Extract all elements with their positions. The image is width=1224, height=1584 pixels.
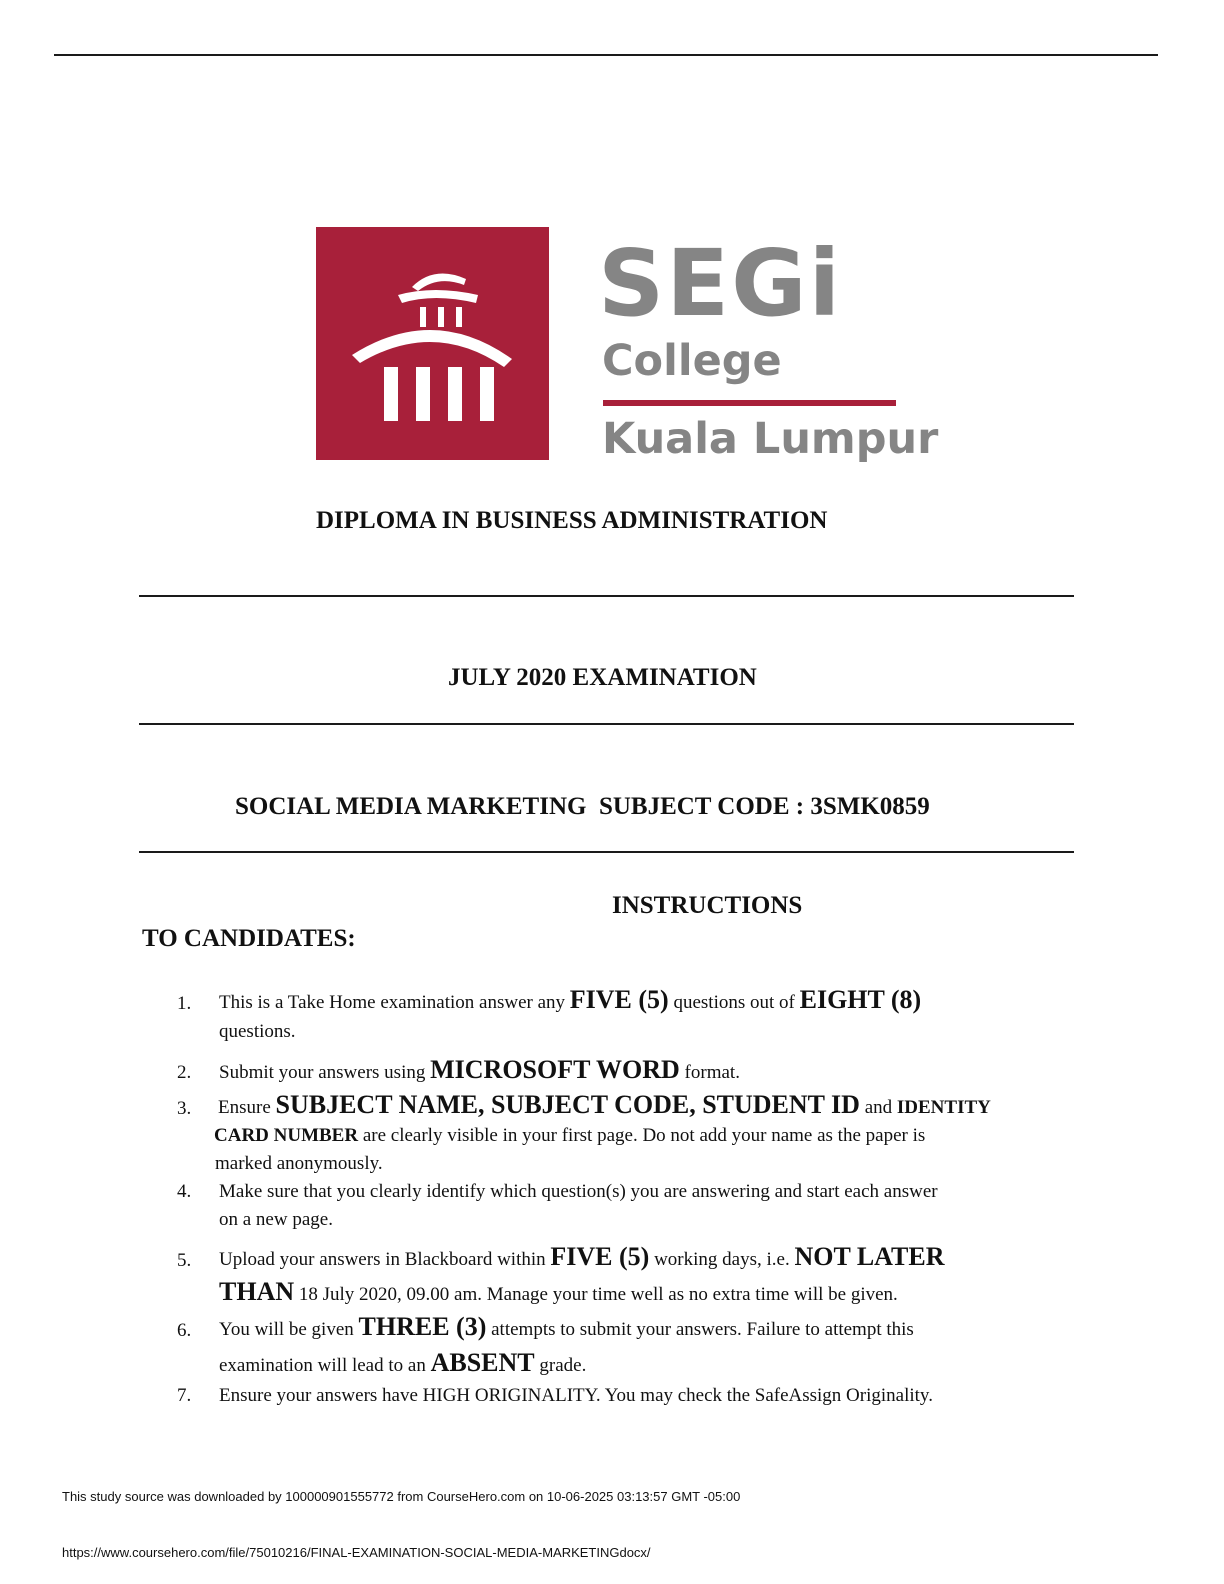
- item-text: 18 July 2020, 09.00 am. Manage your time well as no extra time will be given.: [294, 1284, 898, 1305]
- item-emphasis: FIVE (5): [569, 985, 669, 1014]
- item-text: and: [859, 1097, 897, 1118]
- source-url-link[interactable]: https://www.coursehero.com/file/75010216/FINAL-EXAMINATION-SOCIAL-MEDIA-MARKETINGdocx/: [62, 1545, 651, 1560]
- item-number: 4.: [177, 1181, 192, 1202]
- item-emphasis: FIVE (5): [550, 1242, 650, 1271]
- segi-logo-emblem: [316, 227, 549, 460]
- item-emphasis: CARD NUMBER: [214, 1125, 359, 1146]
- item-number: 3.: [177, 1098, 192, 1119]
- list-item: [219, 1314, 914, 1340]
- item-emphasis: THREE (3): [358, 1312, 487, 1341]
- logo-college-text: College: [602, 336, 782, 386]
- logo-city-text: Kuala Lumpur: [602, 414, 939, 464]
- item-emphasis: THAN: [219, 1277, 295, 1306]
- item-text: grade.: [534, 1355, 587, 1376]
- item-text: format.: [679, 1062, 740, 1083]
- candidates-heading: TO CANDIDATES:: [142, 925, 356, 952]
- item-text: attempts to submit your answers. Failure to attempt this: [486, 1319, 914, 1340]
- item-number: 5.: [177, 1250, 192, 1271]
- list-item: [219, 987, 921, 1013]
- item-text: are clearly visible in your first page. Do not add your name as the paper is: [358, 1125, 926, 1146]
- item-text: questions.: [219, 1021, 296, 1042]
- list-item: [219, 1244, 944, 1270]
- programme-title: DIPLOMA IN BUSINESS ADMINISTRATION: [316, 507, 828, 534]
- building-dome-icon: [316, 227, 549, 460]
- list-item: [218, 1092, 991, 1118]
- item-text: Submit your answers using: [219, 1062, 431, 1083]
- list-item-line: [219, 1350, 586, 1376]
- divider: [139, 723, 1074, 725]
- list-item-line: [219, 1279, 898, 1305]
- item-text: Ensure your answers have HIGH ORIGINALITY. You may check the SafeAssign Originality.: [219, 1385, 933, 1406]
- logo-divider: [603, 400, 896, 406]
- top-divider: [54, 54, 1158, 56]
- list-item-line: [214, 1126, 925, 1145]
- item-emphasis: EIGHT (8): [799, 985, 922, 1014]
- item-text: on a new page.: [219, 1209, 333, 1230]
- divider: [139, 595, 1074, 597]
- instructions-heading: INSTRUCTIONS: [612, 892, 803, 919]
- list-item: [219, 1057, 740, 1083]
- subject-line: [235, 794, 930, 819]
- divider: [139, 851, 1074, 853]
- exam-title: JULY 2020 EXAMINATION: [448, 664, 757, 691]
- item-emphasis: IDENTITY: [896, 1097, 991, 1118]
- item-emphasis: MICROSOFT WORD: [430, 1055, 680, 1084]
- item-text: This is a Take Home examination answer any: [219, 992, 570, 1013]
- item-text: marked anonymously.: [215, 1153, 383, 1174]
- item-text: examination will lead to an: [219, 1355, 431, 1376]
- item-number: 7.: [177, 1385, 192, 1406]
- item-emphasis: SUBJECT NAME, SUBJECT CODE, STUDENT ID: [275, 1090, 860, 1119]
- item-text: Ensure: [218, 1097, 276, 1118]
- item-emphasis: ABSENT: [430, 1348, 535, 1377]
- item-text: Make sure that you clearly identify which question(s) you are answering and start each answer: [219, 1181, 938, 1202]
- logo-brand-text: SEGi: [598, 230, 843, 337]
- item-text: You will be given: [219, 1319, 359, 1340]
- item-number: 2.: [177, 1062, 192, 1083]
- item-text: working days, i.e.: [649, 1249, 795, 1270]
- item-text: Upload your answers in Blackboard within: [219, 1249, 551, 1270]
- item-number: 6.: [177, 1320, 192, 1341]
- download-notice: This study source was downloaded by 100000901555772 from CourseHero.com on 10-06-2025 03:13:57 GMT -05:00: [62, 1489, 741, 1504]
- subject-line-text: SOCIAL MEDIA MARKETING SUBJECT CODE : 3SMK0859: [235, 793, 930, 820]
- item-text: questions out of: [668, 992, 800, 1013]
- item-emphasis: NOT LATER: [794, 1242, 945, 1271]
- item-number: 1.: [177, 993, 192, 1014]
